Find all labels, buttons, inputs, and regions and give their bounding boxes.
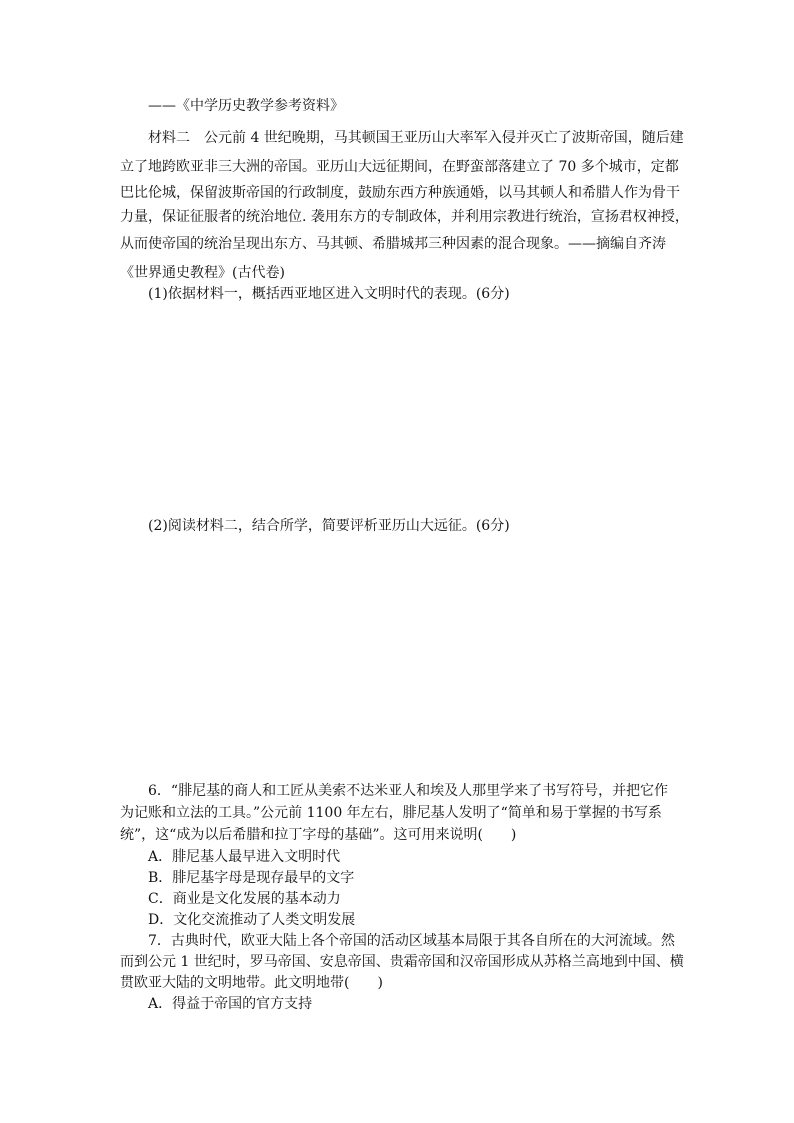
material2-line: 巴比伦城，保留波斯帝国的行政制度，鼓励东西方种族通婚，以马其顿人和希腊人作为骨干 [120, 185, 680, 201]
q7-stem-line: 贯欧亚大陆的文明地带。此文明地带( ) [120, 975, 383, 991]
material2-line: 从而使帝国的统治呈现出东方、马其顿、希腊城邦三种因素的混合现象。——摘编自齐涛 [120, 236, 666, 252]
q6-stem-line: 为记账和立法的工具。”公元前 1100 年左右，腓尼基人发明了“简单和易于掌握的书写系 [120, 805, 662, 821]
q7-stem-line: 而到公元 1 世纪时，罗马帝国、安息帝国、贵霜帝国和汉帝国形成从苏格兰高地到中国、横 [120, 954, 684, 970]
q6-stem-line: 6．“腓尼基的商人和工匠从美索不达米亚人和埃及人那里学来了书写符号，并把它作 [148, 783, 669, 799]
q6-option-d: D．文化交流推动了人类文明发展 [148, 912, 356, 928]
q6-option-c: C．商业是文化发展的基本动力 [148, 891, 341, 907]
material2-line: 材料二 公元前 4 世纪晚期，马其顿国王亚历山大率军入侵并灭亡了波斯帝国，随后建 [148, 130, 684, 146]
material2-line: 力量，保证征服者的统治地位. 袭用东方的专制政体，并利用宗教进行统治，宣扬君权神授， [120, 209, 689, 225]
q7-option-a: A．得益于帝国的官方支持 [148, 996, 313, 1012]
question-1: (1)依据材料一，概括西亚地区进入文明时代的表现。(6分) [148, 286, 510, 302]
source-citation: ——《中学历史教学参考资料》 [148, 98, 344, 114]
q6-stem-line: 统”，这“成为以后希腊和拉丁字母的基础”。这可用来说明( ) [120, 827, 517, 843]
q7-stem-line: 7．古典时代，欧亚大陆上各个帝国的活动区域基本局限于其各自所在的大河流域。然 [148, 933, 675, 949]
q6-option-a: A．腓尼基人最早进入文明时代 [148, 849, 341, 865]
material2-line: 立了地跨欧亚非三大洲的帝国。亚历山大远征期间，在野蛮部落建立了 70 多个城市，定都 [120, 159, 679, 175]
question-2: (2)阅读材料二，结合所学，简要评析亚历山大远征。(6分) [148, 518, 510, 534]
material2-line: 《世界通史教程》(古代卷) [120, 265, 285, 281]
q6-option-b: B．腓尼基字母是现存最早的文字 [148, 870, 355, 886]
